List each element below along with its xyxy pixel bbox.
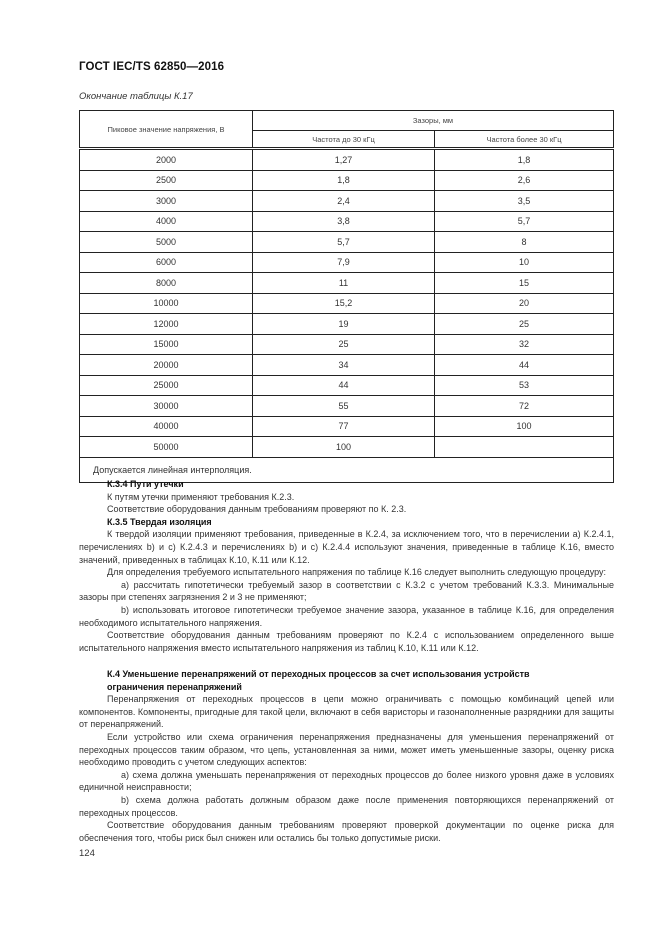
cell-high: 5,7 [435,211,614,232]
heading-k4-line1: К.4 Уменьшение перенапряжений от переходных процессов за счет использования устройств [107,669,530,679]
heading-k4-line2: ограничения перенапряжений [107,681,242,692]
col-header-voltage: Пиковое значение напряжения, В [80,111,253,149]
cell-voltage: 2500 [80,170,253,191]
cell-high: 25 [435,314,614,335]
table-row [80,170,614,191]
table-row [80,191,614,212]
table-row [80,273,614,294]
cell-low: 11 [253,273,435,294]
cell-low: 15,2 [253,293,435,314]
cell-voltage: 4000 [80,211,253,232]
cell-high: 32 [435,334,614,355]
cell-high: 100 [435,416,614,437]
clearance-table [79,110,614,483]
table-row [80,252,614,273]
document-code: ГОСТ IEC/TS 62850—2016 [79,61,225,73]
table-row [80,314,614,335]
list-item: b) использовать итоговое гипотетически требуемое значение зазора, указанное в таблице К.16, для определения необходимого испытательного напряжения. [79,604,614,628]
paragraph: К путям утечки применяют требования К.2.3. [107,491,295,502]
paragraph: Если устройство или схема ограничения перенапряжения предназначены для уменьшения перенапряжений от переходных процессов таким образом, что цепь, установленная за ними, может иметь уменьшенные зазоры, оценку риска необходимо проводить с учетом следующих аспектов: [79,731,614,768]
list-item: а) схема должна уменьшать перенапряжения от переходных процессов до более низкого уровня даже в условиях единичной неисправности; [79,769,614,793]
page-number: 124 [79,848,95,859]
cell-voltage: 10000 [80,293,253,314]
cell-voltage: 15000 [80,334,253,355]
cell-low: 2,4 [253,191,435,212]
heading-k35: К.3.5 Твердая изоляция [107,516,212,527]
table-row [80,149,614,171]
cell-low: 1,8 [253,170,435,191]
cell-voltage: 30000 [80,396,253,417]
section-k34-k35 [79,478,614,654]
table-row [80,293,614,314]
cell-high: 8 [435,232,614,253]
cell-low: 77 [253,416,435,437]
paragraph: Соответствие оборудования данным требованиям проверяют проверкой документации по оценке риска для обеспечения того, чтобы риск был снижен или остались бы только допустимые риски. [79,820,614,843]
col-header-low-freq: Частота до 30 кГц [253,131,435,149]
cell-low: 100 [253,437,435,458]
cell-low: 7,9 [253,252,435,273]
cell-voltage: 40000 [80,416,253,437]
paragraph: Соответствие оборудования данным требованиям проверяют по К. 2.3. [107,504,407,515]
cell-high: 44 [435,355,614,376]
cell-low: 1,27 [253,149,435,171]
heading-k34: К.3.4 Пути утечки [107,479,184,489]
heading-k4 [79,668,614,693]
cell-high [435,437,614,458]
table-header-row [80,111,614,131]
cell-low: 34 [253,355,435,376]
paragraph: Для определения требуемого испытательного напряжения по таблице К.16 следует выполнить следующую процедуру: [107,567,607,578]
cell-low: 5,7 [253,232,435,253]
table-row [80,211,614,232]
table-footnote: Допускается линейная интерполяция. [80,457,614,482]
table-row [80,437,614,458]
list-item: b) схема должна работать должным образом даже после применения повторяющихся перенапряжений от переходных процессов. [79,794,614,818]
cell-voltage: 2000 [80,149,253,171]
cell-high: 1,8 [435,149,614,171]
cell-voltage: 8000 [80,273,253,294]
table-row [80,355,614,376]
table-row [80,416,614,437]
cell-voltage: 50000 [80,437,253,458]
paragraph: Соответствие оборудования данным требованиям проверяют по К.2.4 с использованием определенного выше испытательного напряжения вместо испытательного напряжения из таблиц К.10, К.11 или К.12. [79,630,614,653]
section-k4 [79,668,614,844]
cell-voltage: 3000 [80,191,253,212]
cell-low: 44 [253,375,435,396]
table-row [80,396,614,417]
cell-voltage: 6000 [80,252,253,273]
table-row [80,375,614,396]
list-item: а) рассчитать гипотетически требуемый зазор в соответствии с К.3.2 с учетом требований К.3.3. Минимальные зазоры при степенях загрязнения 2 и 3 не применяют; [79,579,614,603]
cell-high: 2,6 [435,170,614,191]
cell-high: 53 [435,375,614,396]
cell-low: 55 [253,396,435,417]
paragraph: К твердой изоляции применяют требования, приведенные в К.2.4, за исключением того, что в перечислении а) К.2.4.1, перечислениях b) и с) К.2.4.3 и перечислениях b) и с) К.2.4.4 используют значения, приведенные в таблице К.16, вместо значений, приведенных в таблицах К.10, К.11 или К.12. [79,529,614,565]
cell-high: 20 [435,293,614,314]
cell-voltage: 5000 [80,232,253,253]
paragraph: Перенапряжения от переходных процессов в цепи можно ограничивать с помощью комбинаций цепей или компонентов. Компоненты, пригодные для такой цели, включают в себя варисторы и газонаполненные разрядники для защиты от перенапряжений. [79,694,614,730]
cell-voltage: 12000 [80,314,253,335]
table-row [80,334,614,355]
cell-voltage: 25000 [80,375,253,396]
cell-low: 3,8 [253,211,435,232]
table-row [80,232,614,253]
table-body [80,149,614,458]
cell-high: 10 [435,252,614,273]
group-header-clearances: Зазоры, мм [253,111,614,131]
cell-voltage: 20000 [80,355,253,376]
cell-high: 15 [435,273,614,294]
col-header-high-freq: Частота более 30 кГц [435,131,614,149]
table-caption: Окончание таблицы К.17 [79,91,193,102]
cell-low: 25 [253,334,435,355]
cell-high: 3,5 [435,191,614,212]
cell-low: 19 [253,314,435,335]
cell-high: 72 [435,396,614,417]
